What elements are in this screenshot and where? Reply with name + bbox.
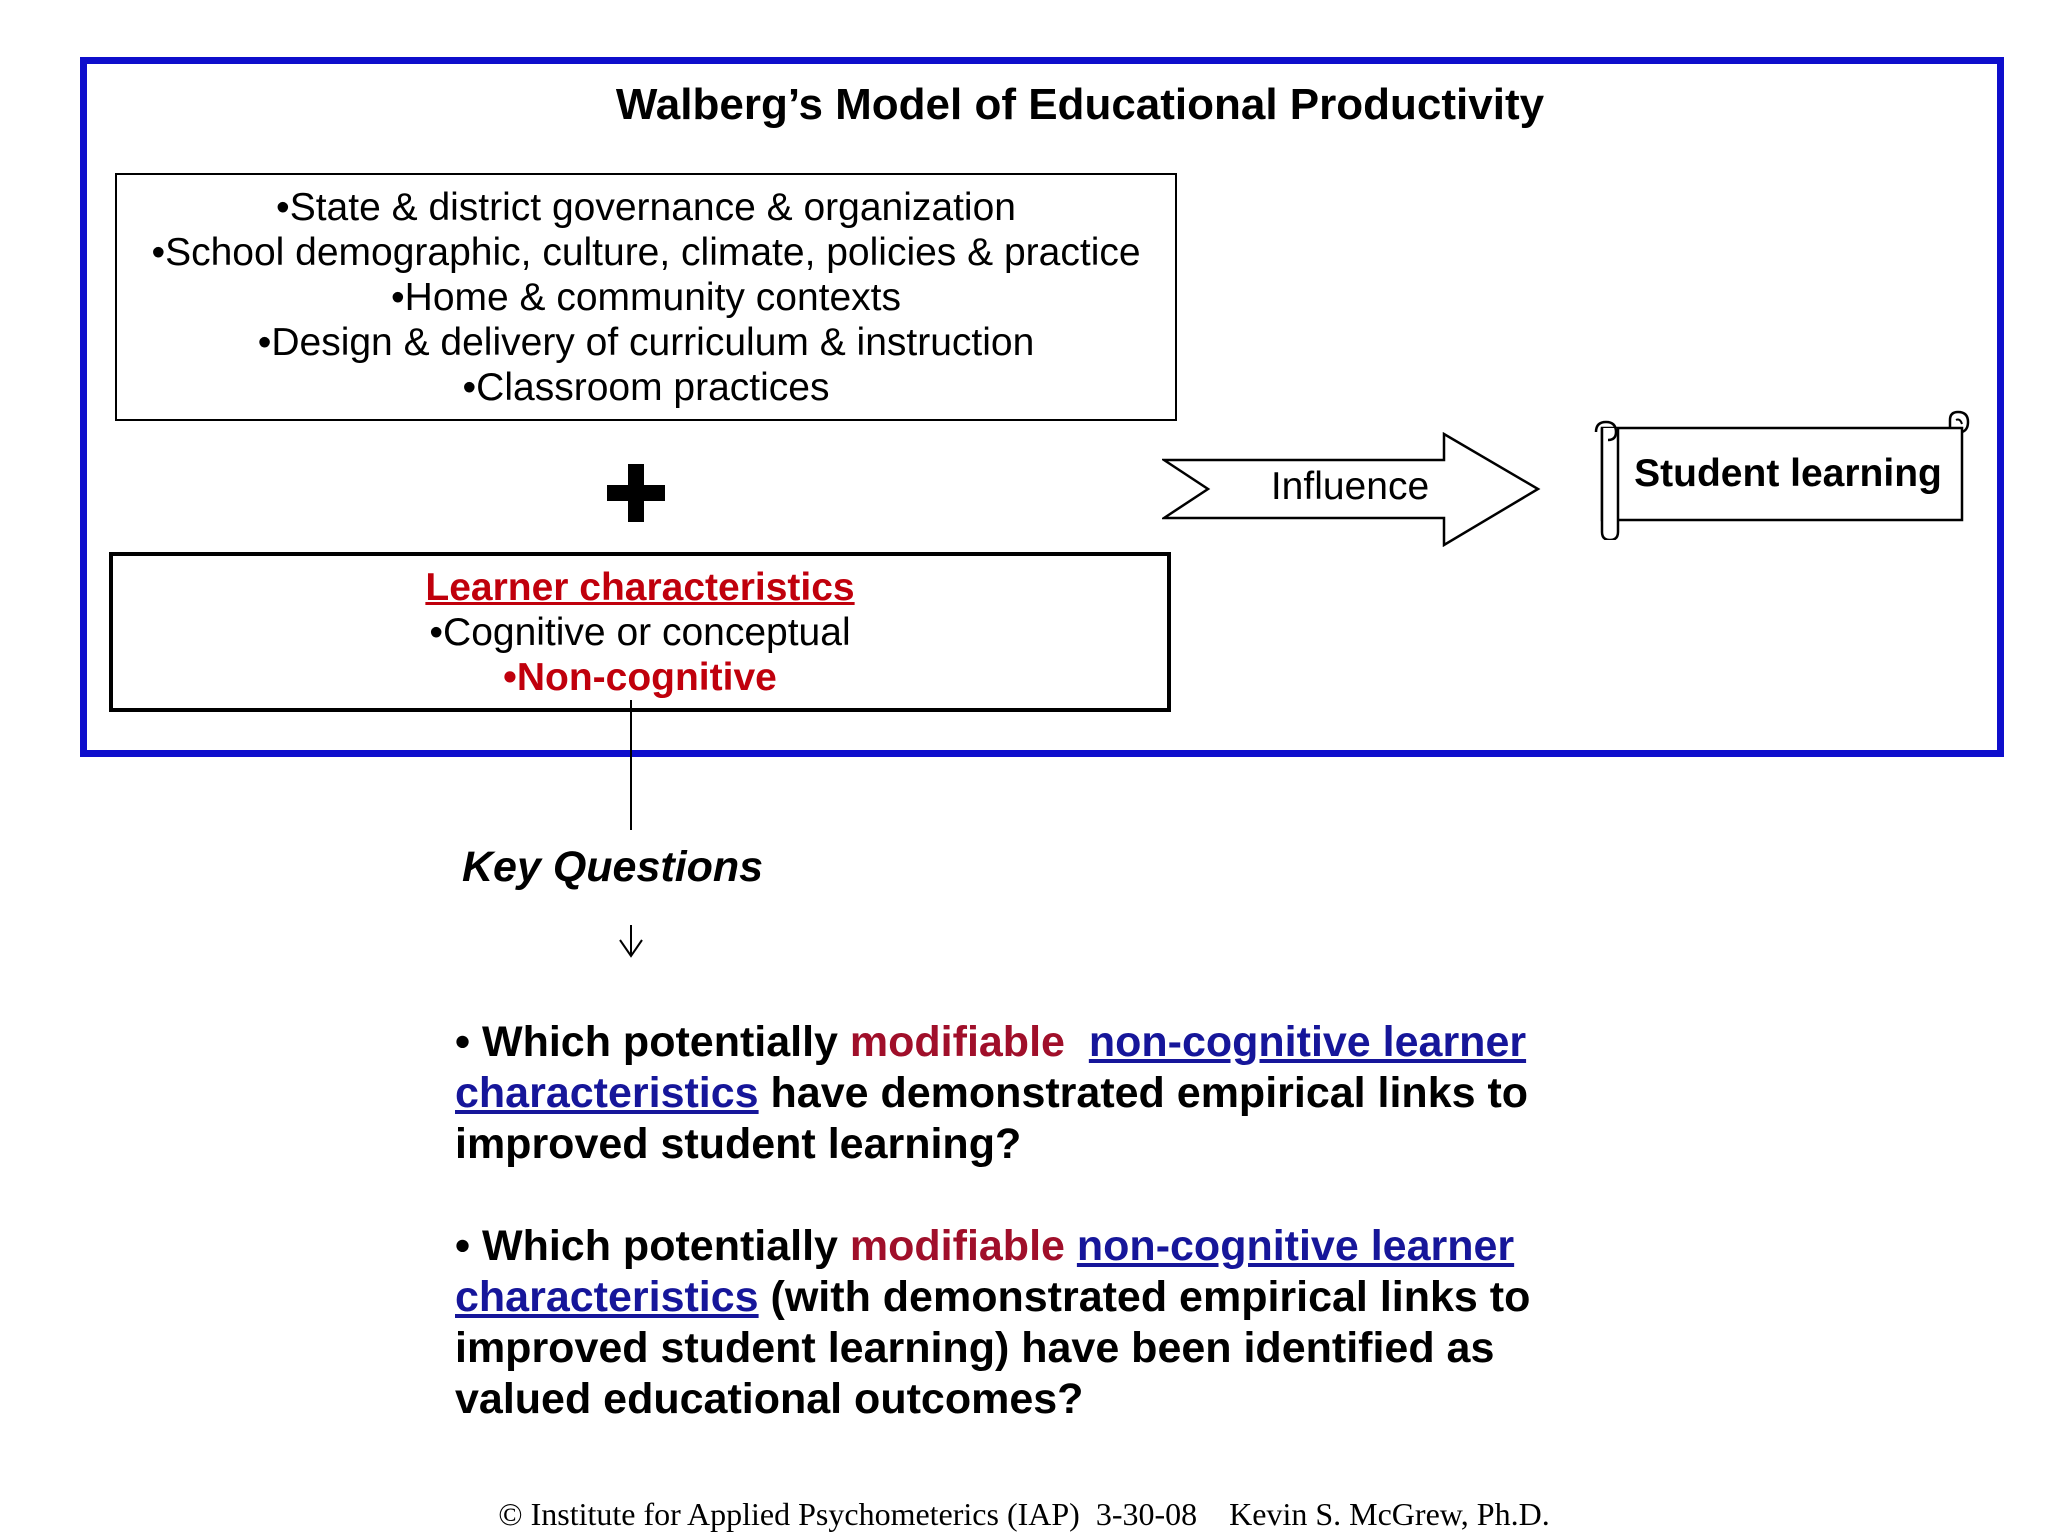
modifiable-term: modifiable	[849, 1222, 1065, 1270]
context-factor: •Classroom practices	[462, 365, 830, 409]
noncognitive-link[interactable]: non-cognitive learner	[1076, 1222, 1515, 1270]
context-factor: •State & district governance & organization	[276, 185, 1016, 229]
diagram-title: Walberg’s Model of Educational Productivity	[615, 80, 1545, 129]
question-line: improved student learning?	[455, 1120, 1022, 1168]
context-factors-box	[115, 173, 1177, 421]
noncognitive-link[interactable]: non-cognitive learner	[1088, 1018, 1527, 1066]
question-line: • Which potentially modifiable non-cognitive learner	[455, 1018, 1527, 1066]
noncognitive-link[interactable]: characteristics	[455, 1273, 759, 1321]
context-factor: •Design & delivery of curriculum & instruction	[257, 320, 1035, 364]
student-learning-label: Student learning	[1634, 452, 1942, 495]
noncognitive-link[interactable]: characteristics	[455, 1069, 759, 1117]
influence-label: Influence	[1270, 465, 1430, 508]
question-line: characteristics (with demonstrated empirical links to	[455, 1273, 1531, 1321]
key-questions-heading: Key Questions	[462, 843, 764, 891]
question-line: • Which potentially modifiable non-cognitive learner	[455, 1222, 1515, 1270]
question-1	[455, 1017, 1655, 1170]
question-line: valued educational outcomes?	[455, 1375, 1084, 1423]
learner-characteristics-box	[109, 552, 1171, 712]
context-factor: •Home & community contexts	[391, 275, 901, 319]
learner-item: •Cognitive or conceptual	[429, 610, 851, 654]
learner-item-noncognitive: •Non-cognitive	[503, 655, 777, 699]
copyright-footer: © Institute for Applied Psychometerics (IAP) 3-30-08 Kevin S. McGrew, Ph.D.	[498, 1496, 1550, 1532]
connector-arrow	[600, 700, 660, 960]
modifiable-term: modifiable	[849, 1018, 1065, 1066]
learner-heading: Learner characteristics	[425, 565, 855, 609]
plus-icon	[605, 462, 667, 524]
question-2	[455, 1221, 1655, 1425]
question-line: characteristics have demonstrated empirical links to	[455, 1069, 1529, 1117]
question-line: improved student learning) have been identified as	[455, 1324, 1495, 1372]
context-factor: •School demographic, culture, climate, policies & practice	[151, 230, 1141, 274]
